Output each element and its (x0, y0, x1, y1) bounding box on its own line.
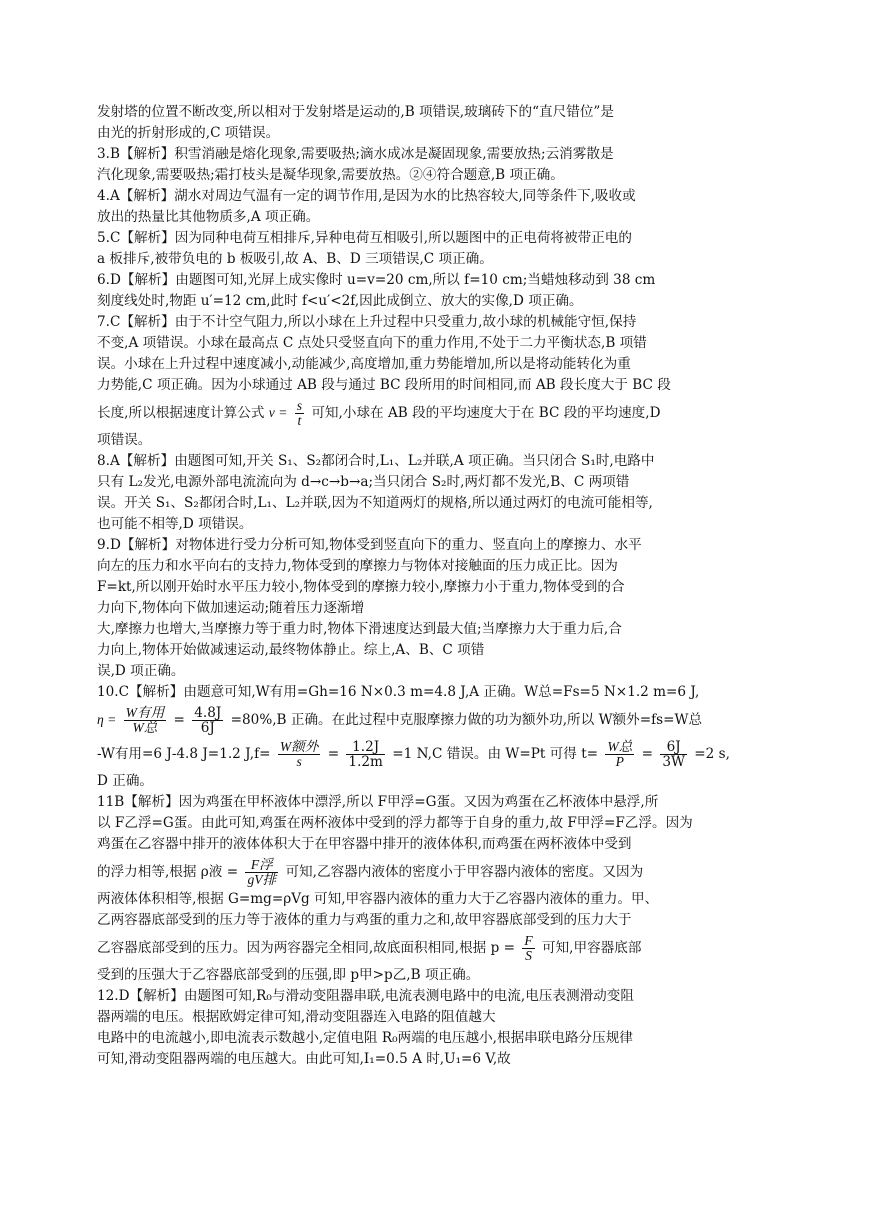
text-line: 10.C【解析】由题意可知,W有用=Gh=16 N×0.3 m=4.8 J,A 正确。W总=Fs=5 N×1.2 m=6 J, (97, 684, 700, 700)
text-line: 只有 L₂发光,电源外部电流流向为 d→c→b→a;当只闭合 S₂时,两灯都不发光,B、C 两项错 (97, 474, 630, 490)
friction-formula-line: -W有用=6 J-4.8 J=1.2 J,f= $\frac{\text{W额外}}{s}$ = $\frac{1.2J}{1.2m}$ =1 N,C 错误。由 W=Pt 可得 t= $\frac{\text{W总}}{P}$ = $\frac{6J}{3W}$ =2 s, (97, 739, 730, 770)
text-line: 3.B【解析】积雪消融是熔化现象,需要吸热;滴水成冰是凝固现象,需要放热;云消雾散是 (97, 146, 614, 162)
text-line: 器两端的电压。根据欧姆定律可知,滑动变阻器连入电路的阻值越大 (97, 1009, 496, 1025)
text-line: 12.D【解析】由题图可知,R₀与滑动变阻器串联,电流表测电路中的电流,电压表测滑动变阻 (97, 988, 634, 1004)
text-line: F=kt,所以刚开始时水平压力较小,物体受到的摩擦力较小,摩擦力小于重力,物体受到的合 (97, 579, 625, 595)
formula-v: v = (268, 405, 288, 420)
fraction: $\frac{\text{W总}}{P}$ (607, 739, 633, 769)
density-formula-line: 的浮力相等,根据 ρ液 = $\frac{\text{F浮}}{\text{gV排}}$ 可知,乙容器内液体的密度小于甲容器内液体的密度。又因为 (97, 857, 644, 887)
pressure-formula-line: 乙容器底部受到的压力。因为两容器完全相同,故底面积相同,根据 p = $\frac{F}{S}$ 可知,甲容器底部 (97, 933, 642, 963)
fraction: $\frac{4.8J}{6J}$ (194, 705, 222, 736)
text-line: 不变,A 项错误。小球在最高点 C 点处只受竖直向下的重力作用,不处于二力平衡状态,B 项错 (97, 335, 647, 351)
text-line: 误。开关 S₁、S₂都闭合时,L₁、L₂并联,因为不知道两灯的规格,所以通过两灯的电流可能相等, (97, 495, 653, 511)
text-line: 发射塔的位置不断改变,所以相对于发射塔是运动的,B 项错误,玻璃砖下的“直尺错位”是 (97, 104, 614, 120)
answer-page (97, 102, 777, 1070)
text-line: 乙两容器底部受到的压力等于液体的重力与鸡蛋的重力之和,故甲容器底部受到的压力大于 (97, 912, 632, 928)
text-line: 误。小球在上升过程中速度减小,动能减少,高度增加,重力势能增加,所以是将动能转化为重 (97, 356, 631, 372)
text-line: 力向下,物体向下做加速运动;随着压力逐渐增 (97, 600, 365, 616)
text-line: 受到的压强大于乙容器底部受到的压强,即 p甲>p乙,B 项正确。 (97, 967, 480, 983)
fraction: $\frac{1.2J}{1.2m}$ (348, 739, 383, 770)
text-line: 力向上,物体开始做减速运动,最终物体静止。综上,A、B、C 项错 (97, 642, 485, 658)
fraction: $\frac{6J}{3W}$ (662, 739, 685, 770)
text-line: 向左的压力和水平向右的支持力,物体受到的摩擦力与物体对接触面的压力成正比。因为 (97, 558, 618, 574)
text-line: 7.C【解析】由于不计空气阻力,所以小球在上升过程中只受重力,故小球的机械能守恒,保持 (97, 314, 637, 330)
text-line: 电路中的电流越小,即电流表示数越小,定值电阻 R₀两端的电压越小,根据串联电路分压规律 (97, 1030, 633, 1046)
text-line: 汽化现象,需要吸热;霜打枝头是凝华现象,需要放热。②④符合题意,B 项正确。 (97, 167, 564, 183)
text-line: 9.D【解析】对物体进行受力分析可知,物体受到竖直向下的重力、竖直向上的摩擦力、水平 (97, 537, 642, 553)
fraction: $\frac{F}{S}$ (524, 933, 533, 963)
text-line: 可知,滑动变阻器两端的电压越大。由此可知,I₁=0.5 A 时,U₁=6 V,故 (97, 1051, 511, 1067)
text-line: 两液体体积相等,根据 G=mg=ρVg 可知,甲容器内液体的重力大于乙容器内液体的重力。甲、 (97, 891, 659, 907)
text-line: 大,摩擦力也增大,当摩擦力等于重力时,物体下滑速度达到最大值;当摩擦力大于重力后,合 (97, 621, 622, 637)
text-line: 放出的热量比其他物质多,A 项正确。 (97, 209, 320, 225)
text-line: 11B【解析】因为鸡蛋在甲杯液体中漂浮,所以 F甲浮=G蛋。又因为鸡蛋在乙杯液体中悬浮,所 (97, 794, 659, 810)
text-line: a 板排斥,被带负电的 b 板吸引,故 A、B、D 三项错误,C 项正确。 (97, 251, 493, 267)
text-line: 力势能,C 项正确。因为小球通过 AB 段与通过 BC 段所用的时间相同,而 AB 段长度大于 BC 段 (97, 377, 671, 393)
text-line: 鸡蛋在乙容器中排开的液体体积大于在甲容器中排开的液体体积,而鸡蛋在两杯液体中受到 (97, 836, 632, 852)
text-line: 以 F乙浮=G蛋。由此可知,鸡蛋在两杯液体中受到的浮力都等于自身的重力,故 F甲浮=F乙浮。因为 (97, 815, 693, 831)
text-line: 误,D 项正确。 (97, 663, 185, 679)
text-line: 6.D【解析】由题图可知,光屏上成实像时 u=v=20 cm,所以 f=10 cm;当蜡烛移动到 38 cm (97, 272, 656, 288)
text-line: 项错误。 (97, 432, 152, 448)
text-line: 8.A【解析】由题图可知,开关 S₁、S₂都闭合时,L₁、L₂并联,A 项正确。当只闭合 S₁时,电路中 (97, 453, 655, 469)
text-line: 也可能不相等,D 项错误。 (97, 516, 253, 532)
text-line: 4.A【解析】湖水对周边气温有一定的调节作用,是因为水的比热容较大,同等条件下,吸收或 (97, 188, 636, 204)
text-line: 5.C【解析】因为同种电荷互相排斥,异种电荷互相吸引,所以题图中的正电荷将被带正电的 (97, 230, 632, 246)
fraction: $\frac{\text{W额外}}{s}$ (279, 739, 319, 769)
text-line: 刻度线处时,物距 u′=12 cm,此时 f<u′<2f,因此成倒立、放大的实像,D 项正确。 (97, 293, 583, 309)
fraction: $\frac{\text{W有用}}{\text{W总}}$ (125, 705, 165, 735)
text-line: 由光的折射形成的,C 项错误。 (97, 125, 280, 141)
fraction: $\frac{s}{t}$ (296, 398, 303, 428)
text-line: D 正确。 (97, 773, 154, 789)
formula-eta: η = (97, 712, 117, 727)
efficiency-formula-line: η = $\frac{\text{W有用}}{\text{W总}}$ = $\frac{4.8J}{6J}$ =80%,B 正确。在此过程中克服摩擦力做的功为额外功,所以 W额外=fs=W总 (97, 705, 703, 736)
fraction: $\frac{\text{F浮}}{\text{gV排}}$ (247, 857, 277, 887)
speed-formula-line: 长度,所以根据速度计算公式 v = $\frac{s}{t}$ 可知,小球在 AB 段的平均速度大于在 BC 段的平均速度,D (97, 398, 661, 428)
